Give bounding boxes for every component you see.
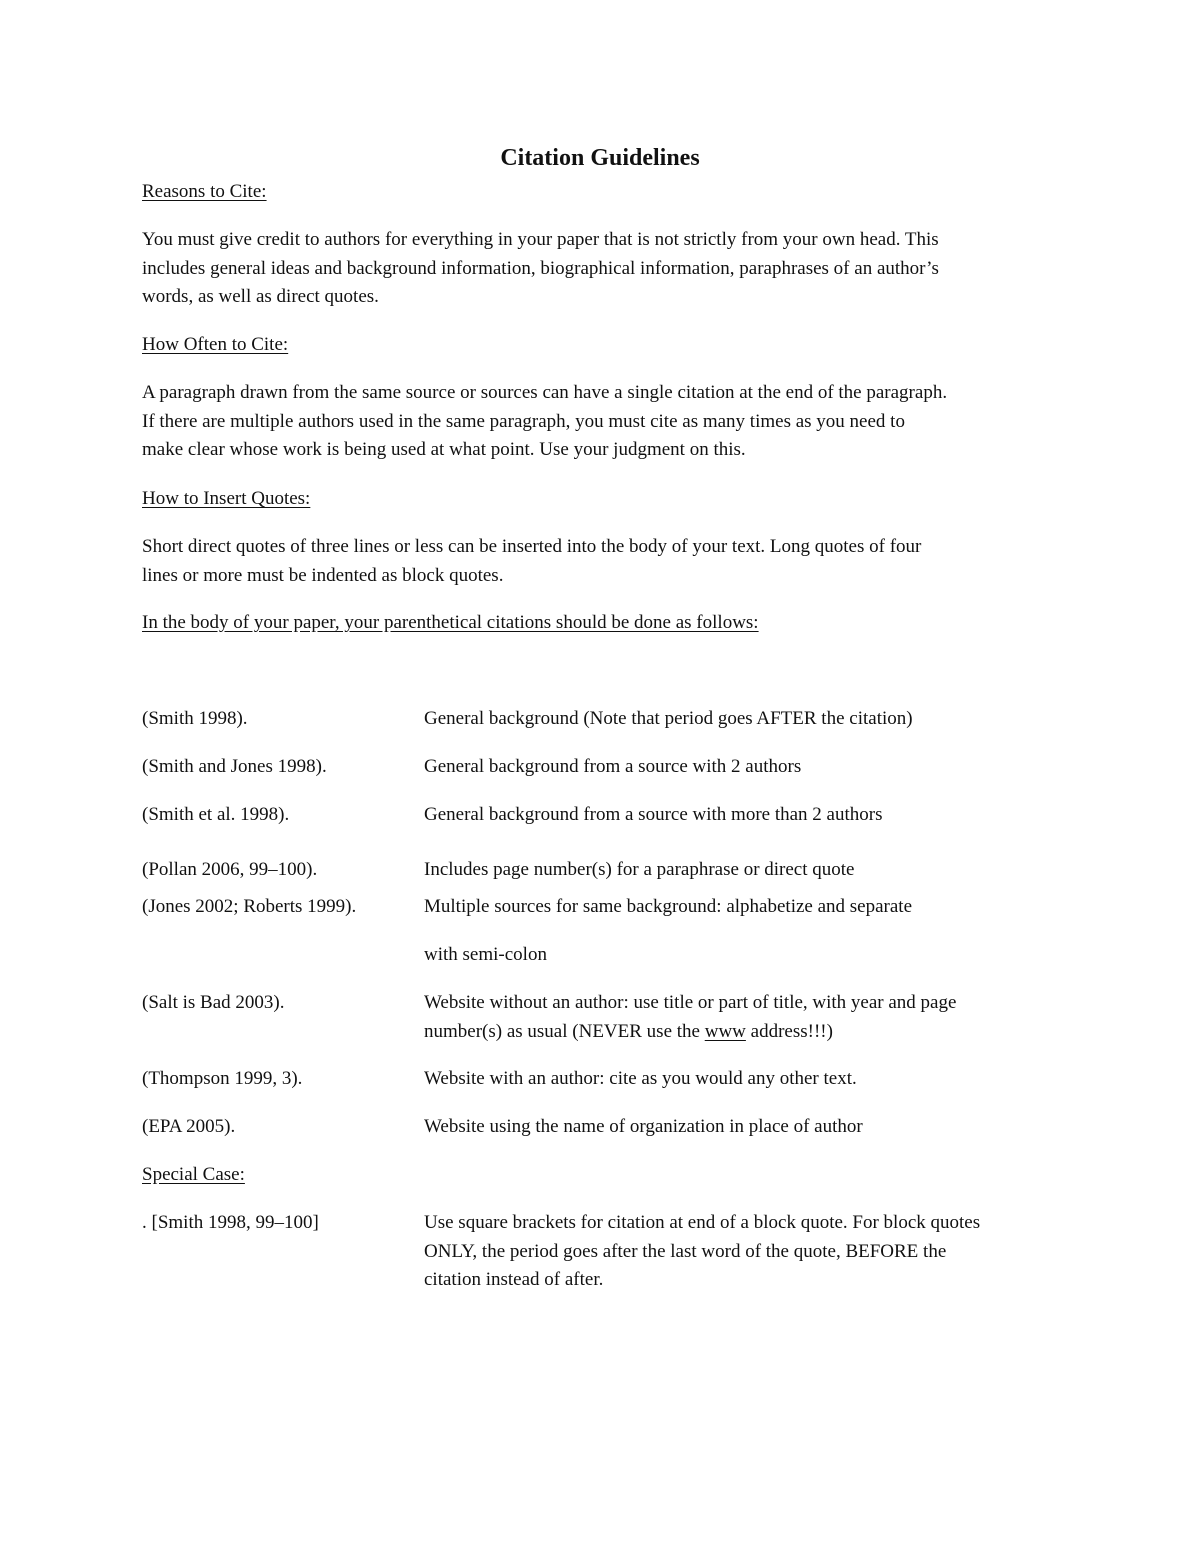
paragraph-line: You must give credit to authors for everything in your paper that is not strictly from your own head. This bbox=[142, 229, 939, 250]
citation-description: Multiple sources for same background: alphabetize and separate bbox=[424, 896, 913, 917]
heading-how-often-to-cite: How Often to Cite: bbox=[142, 334, 289, 355]
paragraph-line: includes general ideas and background information, biographical information, paraphrases of an author’s bbox=[142, 257, 939, 279]
description-text: address!!!) bbox=[745, 1020, 833, 1042]
citation-description: General background from a source with 2 authors bbox=[424, 756, 802, 777]
citation-example: (Salt is Bad 2003). bbox=[142, 992, 285, 1013]
citation-example: (Smith 1998). bbox=[142, 708, 248, 729]
citation-description: Website with an author: cite as you would any other text. bbox=[424, 1068, 857, 1089]
citation-example: . [Smith 1998, 99–100] bbox=[142, 1212, 319, 1233]
citation-description: Includes page number(s) for a paraphrase or direct quote bbox=[424, 859, 855, 880]
citation-description: with semi-colon bbox=[424, 944, 547, 965]
citation-description-line: Website without an author: use title or part of title, with year and page bbox=[424, 992, 957, 1013]
citation-description: Website using the name of organization in place of author bbox=[424, 1116, 863, 1137]
citation-example: (Thompson 1999, 3). bbox=[142, 1068, 303, 1089]
heading-how-to-insert-quotes: How to Insert Quotes: bbox=[142, 488, 311, 509]
heading-body-citations: In the body of your paper, your parenthetical citations should be done as follows: bbox=[142, 612, 759, 633]
citation-description-line bbox=[424, 1018, 1084, 1047]
citation-example: (Smith et al. 1998). bbox=[142, 804, 290, 825]
paragraph-how-often bbox=[142, 379, 1072, 465]
citation-description: General background from a source with more than 2 authors bbox=[424, 804, 883, 825]
citation-description: General background (Note that period goes AFTER the citation) bbox=[424, 708, 913, 729]
paragraph-line: lines or more must be indented as block quotes. bbox=[142, 564, 504, 586]
citation-description-line: Use square brackets for citation at end of a block quote. For block quotes bbox=[424, 1212, 981, 1233]
paragraph-line: If there are multiple authors used in the same paragraph, you must cite as many times as you need to bbox=[142, 410, 905, 432]
www-underlined-text: www bbox=[704, 1020, 746, 1042]
citation-description-line: ONLY, the period goes after the last word of the quote, BEFORE the bbox=[424, 1240, 947, 1262]
description-text: number(s) as usual (NEVER use the bbox=[424, 1020, 705, 1042]
page-title: Citation Guidelines bbox=[500, 145, 700, 171]
heading-reasons-to-cite: Reasons to Cite: bbox=[142, 181, 267, 202]
paragraph-line: Short direct quotes of three lines or less can be inserted into the body of your text. Long quotes of four bbox=[142, 536, 922, 557]
citation-description-line: citation instead of after. bbox=[424, 1269, 604, 1290]
paragraph-quotes bbox=[142, 533, 1072, 590]
citation-example: (Smith and Jones 1998). bbox=[142, 756, 327, 777]
citation-example: (EPA 2005). bbox=[142, 1116, 236, 1137]
citation-description bbox=[424, 989, 1084, 1046]
citation-description bbox=[424, 1209, 1084, 1295]
paragraph-line: words, as well as direct quotes. bbox=[142, 286, 379, 307]
paragraph-reasons bbox=[142, 226, 1072, 312]
heading-special-case: Special Case: bbox=[142, 1164, 245, 1185]
paragraph-line: make clear whose work is being used at what point. Use your judgment on this. bbox=[142, 439, 746, 460]
citation-example: (Pollan 2006, 99–100). bbox=[142, 859, 318, 880]
citation-example: (Jones 2002; Roberts 1999). bbox=[142, 896, 357, 917]
paragraph-line: A paragraph drawn from the same source or sources can have a single citation at the end of the paragraph. bbox=[142, 382, 948, 403]
